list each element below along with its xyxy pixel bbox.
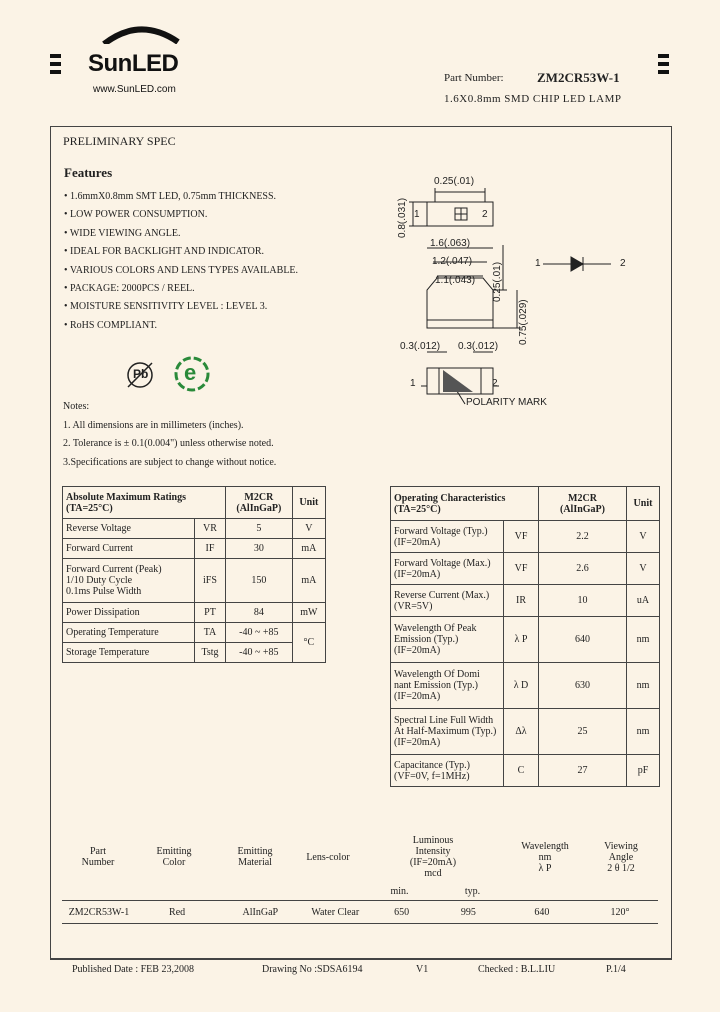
op-header-param: Operating Characteristics (TA=25°C) [391, 487, 539, 521]
table-row: Power Dissipation PT 84 mW [63, 603, 326, 623]
dim-top-height: 0.8(.031) [397, 197, 408, 238]
note-item: 3.Specifications are subject to change without notice. [63, 456, 277, 468]
table-row: ZM2CR53W-1 Red AlInGaP Water Clear 650 995 640 120° [68, 906, 630, 918]
checked-by: Checked : B.L.LIU [478, 964, 556, 975]
rohs-e-text: e [184, 360, 197, 385]
note-item: 2. Tolerance is ± 0.1(0.004") unless otherwise noted. [63, 438, 274, 449]
table-row: Capacitance (Typ.) (VF=0V, f=1MHz) C 27 pF [391, 755, 660, 787]
brand-logo: SunLED [88, 50, 179, 77]
absolute-max-ratings-table [62, 486, 326, 663]
abs-header-m2cr: M2CR (AlInGaP) [226, 487, 293, 519]
features-title: Features [64, 165, 113, 180]
abs-header-param: Absolute Maximum Ratings (TA=25°C) [63, 487, 226, 519]
dim-length-a: 1.6(.063) [430, 238, 471, 249]
table-row: Forward Voltage (Typ.) (IF=20mA) VF 2.2 V [391, 521, 660, 553]
page-number: P.1/4 [606, 964, 626, 975]
op-header-m2cr: M2CR (AlInGaP) [539, 487, 627, 521]
note-item: 1. All dimensions are in millimeters (inches). [63, 419, 244, 431]
drawing-number: Drawing No :SDSA6194 [262, 964, 363, 975]
notes [63, 398, 276, 472]
part-table [62, 832, 658, 924]
feature-item: • PACKAGE: 2000PCS / REEL. [64, 283, 195, 295]
features-list [64, 188, 298, 335]
part-header-luminous: Luminous Intensity (IF=20mA) mcd [409, 835, 457, 879]
part-header-min: min. [390, 885, 409, 897]
pb-text: Pb [133, 367, 149, 381]
diode-pin-2: 2 [620, 258, 626, 269]
part-number: ZM2CR53W-1 [537, 70, 620, 85]
part-header-wavelength: Wavelength nm λ P [521, 840, 569, 874]
table-row: Storage Temperature Tstg -40 ~ +85 [63, 643, 326, 663]
table-row: Forward Voltage (Max.) (IF=20mA) VF 2.6 V [391, 553, 660, 585]
dim-side-a: 0.25(.01) [492, 261, 503, 302]
dim-bottom-b: 0.3(.012) [458, 341, 499, 352]
table-row: Reverse Current (Max.) (VR=5V) IR 10 uA [391, 585, 660, 617]
brand-url: www.SunLED.com [93, 84, 176, 95]
feature-item: • MOISTURE SENSITIVITY LEVEL : LEVEL 3. [64, 301, 268, 313]
operating-characteristics-table [390, 486, 660, 787]
spec-title: PRELIMINARY SPEC [63, 134, 176, 148]
published-date: Published Date : FEB 23,2008 [72, 964, 194, 975]
right-bars-decoration [658, 54, 669, 78]
part-header-material: Emitting Material [237, 846, 273, 868]
pin-2-label: 2 [482, 209, 488, 220]
dim-length-b: 1.2(.047) [432, 256, 473, 267]
feature-item: • RoHS COMPLIANT. [64, 319, 158, 331]
polarity-mark-label: POLARITY MARK [466, 397, 547, 408]
bottom-pin-1-label: 1 [410, 378, 416, 389]
part-header-part: Part Number [81, 846, 115, 868]
dim-bottom-a: 0.3(.012) [400, 341, 441, 352]
notes-title: Notes: [63, 401, 90, 412]
table-row: Wavelength Of Domi nant Emission (Typ.) (IF=20mA) λ D 630 nm [391, 663, 660, 709]
op-header-unit: Unit [627, 487, 660, 521]
feature-item: • VARIOUS COLORS AND LENS TYPES AVAILABLE. [64, 264, 299, 276]
table-row: Spectral Line Full Width At Half-Maximum (Typ.) (IF=20mA) Δλ 25 nm [391, 709, 660, 755]
diode-pin-1: 1 [535, 258, 541, 269]
bottom-pin-2-label: 2 [492, 378, 498, 389]
feature-item: • WIDE VIEWING ANGLE. [64, 227, 181, 239]
part-header-lens: Lens-color [306, 851, 350, 863]
table-row: Operating Temperature TA -40 ~ +85 °C [63, 623, 326, 643]
package-drawing [385, 170, 655, 415]
logo-arc-icon [100, 22, 180, 44]
temperature-unit: °C [292, 623, 325, 663]
dim-top-width: 0.25(.01) [434, 176, 475, 187]
dim-length-c: 1.1(.043) [435, 275, 476, 286]
version: V1 [416, 964, 429, 975]
table-row: Forward Current (Peak) 1/10 Duty Cycle 0.1ms Pulse Width iFS 150 mA [63, 559, 326, 603]
table-row: Forward Current IF 30 mA [63, 539, 326, 559]
table-row: Wavelength Of Peak Emission (Typ.) (IF=20mA) λ P 640 nm [391, 617, 660, 663]
subtitle: 1.6X0.8mm SMD CHIP LED LAMP [444, 93, 622, 105]
part-header-color: Emitting Color [156, 846, 192, 868]
part-header-viewing-angle: Viewing Angle 2 θ 1/2 [604, 840, 638, 874]
table-row: Reverse Voltage VR 5 V [63, 519, 326, 539]
part-number-label: Part Number: [444, 72, 504, 84]
feature-item: • LOW POWER CONSUMPTION. [64, 209, 208, 221]
abs-header-unit: Unit [292, 487, 325, 519]
feature-item: • 1.6mmX0.8mm SMT LED, 0.75mm THICKNESS. [64, 191, 277, 202]
dim-side-b: 0.75(.029) [518, 299, 529, 345]
feature-item: • IDEAL FOR BACKLIGHT AND INDICATOR. [64, 246, 264, 258]
left-bars-decoration [50, 54, 61, 78]
pin-1-label: 1 [414, 209, 420, 220]
part-header-typ: typ. [464, 885, 481, 897]
